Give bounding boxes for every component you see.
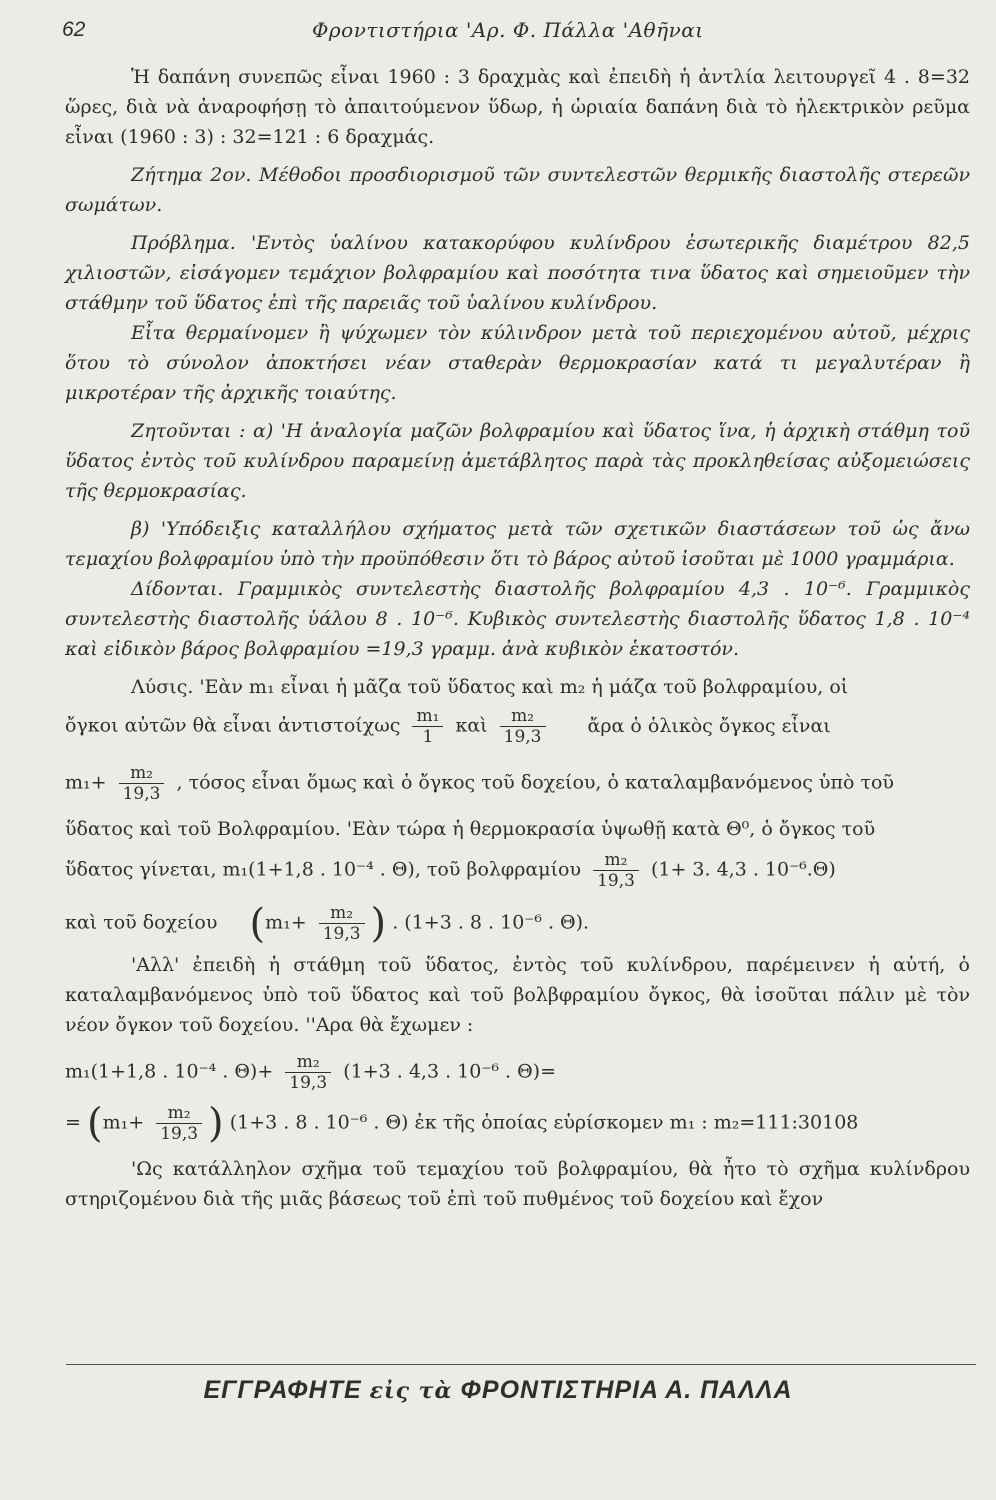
fraction-denominator: 19,3 bbox=[160, 1124, 199, 1144]
equation-line-1 bbox=[65, 1052, 970, 1093]
vessel-volume-text: , τόσος εἶναι ὅμως καὶ ὁ ὄγκος τοῦ δοχείου, ὁ καταλαμβανόμενος ὑπὸ τοῦ bbox=[176, 771, 894, 794]
total-volume-line bbox=[65, 763, 970, 804]
fraction-numerator: m₁ bbox=[412, 706, 443, 727]
fraction-denominator: 19,3 bbox=[322, 924, 361, 944]
equation-line-2: = (m₁+ $\frac{\text{m₂}}{19,3}$ ) (1+3 . 8 . 10⁻⁶ . Θ) ἐκ τῆς ὁποίας εὑρίσκομεν m₁ : m₂=111:30108 bbox=[65, 1100, 859, 1147]
fraction-denominator: 1 bbox=[422, 727, 434, 747]
fraction-tungsten-volume bbox=[119, 763, 165, 804]
fraction-numerator: m₂ bbox=[119, 763, 165, 784]
fraction-tungsten-volume bbox=[156, 1103, 202, 1144]
fraction-water-volume bbox=[412, 706, 443, 747]
vessel-expansion-line: καὶ τοῦ δοχείου (m₁+ $\frac{\text{m₂}}{19,3}$ ) . (1+3 . 8 . 10⁻⁶ . Θ). bbox=[65, 900, 590, 947]
footer-advert bbox=[0, 1376, 996, 1405]
fraction-tungsten-volume bbox=[500, 706, 546, 747]
shape-paragraph: 'Ως κατάλληλον σχῆμα τοῦ τεμαχίου τοῦ βολφραμίου, θὰ ἦτο τὸ σχῆμα κυλίνδρου στηριζομένου διὰ τῆς μιᾶς βάσεως τοῦ ἐπὶ τοῦ πυθμένος τοῦ δοχείου καὶ ἔχον bbox=[65, 1158, 970, 1210]
expanded-volumes-line bbox=[65, 850, 970, 891]
equals-sign: = bbox=[65, 1111, 81, 1134]
footer-left: ΕΓΓΡΑΦΗΤΕ bbox=[203, 1376, 362, 1404]
fraction-tungsten-volume bbox=[285, 1052, 331, 1093]
fraction-numerator: m₂ bbox=[500, 706, 546, 727]
fraction-tungsten-volume bbox=[319, 903, 365, 944]
footer-divider bbox=[66, 1364, 976, 1365]
fraction-denominator: 19,3 bbox=[503, 727, 542, 747]
water-expansion: ὕδατος γίνεται, m₁(1+1,8 . 10⁻⁴ . Θ), τοῦ βολφραμίου bbox=[65, 858, 582, 881]
equation-left: m₁(1+1,8 . 10⁻⁴ . Θ)+ bbox=[65, 1060, 274, 1083]
page-header bbox=[62, 18, 956, 50]
fraction-numerator: m₂ bbox=[319, 903, 365, 924]
total-volume-text: ἄρα ὁ ὁλικὸς ὄγκος εἶναι bbox=[587, 714, 831, 737]
footer-middle: εἰς τὰ bbox=[369, 1378, 453, 1404]
paragraph-cost: Ἡ δαπάνη συνεπῶς εἶναι 1960 : 3 δραχμὰς καὶ ἐπειδὴ ἡ ἀντλία λειτουργεῖ 4 . 8=32 ὥρες, διὰ νὰ ἀναροφήσῃ τὸ ἀπαιτούμενον ὕδωρ, ἡ ὡριαία δαπάνη διὰ τὸ ἠλεκτρικὸν ρεῦμα εἶναι (1960 : 3) : 32=121 : 6 δραχμάς. bbox=[65, 66, 970, 148]
fraction-tungsten-volume bbox=[593, 850, 639, 891]
expr-m1-plus: m₁+ bbox=[102, 1111, 145, 1134]
question-b: β) 'Υπόδειξις καταλλήλου σχήματος μετὰ τῶν σχετικῶν διαστάσεων τοῦ ὡς ἄνω τεμαχίου βολφραμίου ὑπὸ τὴν προϋπόθεσιν ὅτι τὸ βάρος αὐτοῦ ἰσοῦται μὲ 1000 γραμμάρια. bbox=[65, 518, 970, 570]
vessel-expansion: . (1+3 . 8 . 10⁻⁶ . Θ). bbox=[392, 911, 590, 934]
section-heading: Ζήτημα 2ον. Μέθοδοι προσδιορισμοῦ τῶν συντελεστῶν θερμικῆς διαστολῆς στερεῶν σωμάτων. bbox=[65, 164, 970, 216]
fraction-numerator: m₂ bbox=[156, 1103, 202, 1124]
temperature-rise-text: ὕδατος καὶ τοῦ Βολφραμίου. 'Εὰν τώρα ἡ θερμοκρασία ὑψωθῇ κατὰ Θ⁰, ὁ ὄγκος τοῦ bbox=[65, 818, 876, 840]
expr-m1-plus: m₁+ bbox=[65, 771, 107, 794]
fraction-denominator: 19,3 bbox=[289, 1073, 328, 1093]
fraction-denominator: 19,3 bbox=[122, 784, 161, 804]
problem-statement: Πρόβλημα. 'Εντὸς ὑαλίνου κατακορύφου κυλίνδρου ἐσωτερικῆς διαμέτρου 82,5 χιλιοστῶν, εἰσάγομεν τεμάχιον βολφραμίου καὶ ποσότητα τινα ὕδατος καὶ σημειοῦμεν τὴν στάθμην τοῦ ὕδατος ἐπὶ τῆς παρειᾶς τοῦ ὑαλίνου κυλίνδρου. bbox=[65, 232, 970, 314]
equation-result: (1+3 . 8 . 10⁻⁶ . Θ) ἐκ τῆς ὁποίας εὑρίσκομεν m₁ : m₂=111:30108 bbox=[229, 1111, 859, 1134]
solution-intro: Λύσις. 'Εὰν m₁ εἶναι ἡ μᾶζα τοῦ ὕδατος καὶ m₂ ἡ μάζα τοῦ βολφραμίου, οἱ bbox=[131, 676, 849, 698]
fraction-numerator: m₂ bbox=[285, 1052, 331, 1073]
conjunction: καὶ bbox=[455, 714, 488, 737]
volumes-text: ὄγκοι αὐτῶν θὰ εἶναι ἀντιστοίχως bbox=[65, 714, 401, 737]
equality-reasoning: 'Αλλ' ἐπειδὴ ἡ στάθμη τοῦ ὕδατος, ἐντὸς τοῦ κυλίνδρου, παρέμεινεν ἡ αὐτή, ὁ καταλαμβανόμενος ὑπὸ τοῦ ὕδατος καὶ τοῦ βολβφραμίου ὄγκος, θὰ ἰσοῦται πάλιν μὲ τὸν νέον ὄγκον τοῦ δοχείου. ''Αρα θὰ ἔχωμεν : bbox=[65, 954, 970, 1036]
volumes-line bbox=[65, 706, 970, 747]
problem-continuation: Εἶτα θερμαίνομεν ἢ ψύχωμεν τὸν κύλινδρον μετὰ τοῦ περιεχομένου αὐτοῦ, μέχρις ὅτου τὸ σύνολον ἀποκτήσει νέαν σταθερὰν θερμοκρασίαν κατά τι μεγαλυτέραν ἢ μικροτέραν τῆς ἀρχικῆς τοιαύτης. bbox=[65, 322, 970, 404]
page-number: 62 bbox=[62, 18, 86, 41]
question-a: Ζητοῦνται : α) 'Η ἀναλογία μαζῶν βολφραμίου καὶ ὕδατος ἵνα, ἡ ἀρχικὴ στάθμη τοῦ ὕδατος ἐντὸς τοῦ κυλίνδρου παραμείνῃ ἀμετάβλητος παρὰ τὰς προκληθείσας αὐξομειώσεις τῆς θερμοκρασίας. bbox=[65, 420, 970, 502]
given-data: Δίδονται. Γραμμικὸς συντελεστὴς διαστολῆς βολφραμίου 4,3 . 10⁻⁶. Γραμμικὸς συντελεστὴς διαστολῆς ὑάλου 8 . 10⁻⁶. Κυβικὸς συντελεστὴς διαστολῆς ὕδατος 1,8 . 10⁻⁴ καὶ εἰδικὸν βάρος βολφραμίου =19,3 γραμμ. ἀνὰ κυβικὸν ἑκατοστόν. bbox=[65, 578, 970, 660]
tungsten-expansion: (1+ 3. 4,3 . 10⁻⁶.Θ) bbox=[650, 858, 836, 881]
fraction-denominator: 19,3 bbox=[597, 871, 635, 891]
running-title: Φροντιστήρια 'Αρ. Φ. Πάλλα 'Αθῆναι bbox=[312, 18, 704, 42]
equation-left-tail: (1+3 . 4,3 . 10⁻⁶ . Θ)= bbox=[343, 1060, 557, 1083]
page-body bbox=[65, 62, 970, 1214]
fraction-numerator: m₂ bbox=[593, 850, 639, 871]
vessel-text: καὶ τοῦ δοχείου bbox=[65, 911, 218, 934]
footer-right: ΦΡΟΝΤΙΣΤΗΡΙΑ Α. ΠΑΛΛΑ bbox=[460, 1376, 793, 1404]
expr-m1-plus: m₁+ bbox=[265, 911, 307, 934]
